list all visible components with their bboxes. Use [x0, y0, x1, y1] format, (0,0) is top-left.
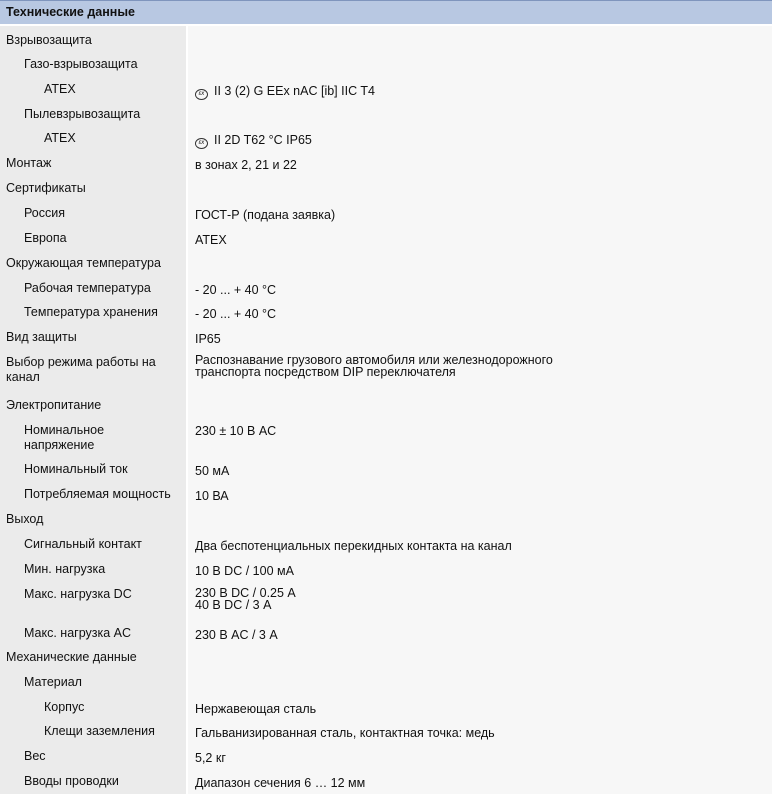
row-label: Механические данные [6, 650, 137, 664]
row-value-text: II 2D T62 °C IP65 [214, 133, 312, 147]
row-label: Корпус [44, 700, 85, 714]
row-value-text: 10 ВА [195, 489, 229, 503]
row-value [195, 134, 765, 149]
row-value [195, 209, 765, 221]
ex-icon: εx [195, 89, 208, 100]
row-value [195, 490, 765, 502]
row-label: Клещи заземления [44, 724, 155, 738]
row-label: Газо-взрывозащита [24, 57, 138, 71]
row-value-text: IP65 [195, 332, 221, 346]
row-value-text: Нержавеющая сталь [195, 702, 317, 716]
row-label: Выход [6, 512, 44, 526]
row-label: Вес [24, 749, 46, 763]
row-label: Макс. нагрузка AC [24, 626, 132, 640]
row-label: Рабочая температура [24, 281, 151, 295]
row-label: Сигнальный контакт [24, 537, 142, 551]
row-value [195, 540, 765, 552]
row-label: Монтаж [6, 156, 52, 170]
row-value-text: Диапазон сечения 6 … 12 мм [195, 776, 366, 790]
row-value-text: ATEX [195, 233, 227, 247]
row-label: ATEX [44, 131, 76, 145]
row-label: Россия [24, 206, 65, 220]
row-label: Взрывозащита [6, 33, 92, 47]
row-value-text: 230 В DC / 0.25 А 40 В DC / 3 А [195, 586, 296, 612]
row-value [195, 727, 765, 739]
row-label: Мин. нагрузка [24, 562, 106, 576]
row-value-text: Два беспотенциальных перекидных контакта на канал [195, 539, 512, 553]
row-value [195, 565, 765, 577]
row-value [195, 703, 765, 715]
table-title: Технические данные [6, 5, 135, 19]
row-value [195, 752, 765, 764]
row-value [195, 308, 765, 320]
row-value [195, 465, 765, 477]
row-label: Вид защиты [6, 330, 77, 344]
row-value-text: ГОСТ-Р (подана заявка) [195, 208, 336, 222]
row-label: Пылевзрывозащита [24, 107, 141, 121]
row-value [195, 354, 765, 378]
row-value [195, 777, 765, 789]
row-label: Макс. нагрузка DC [24, 587, 132, 601]
row-value [195, 159, 765, 171]
row-label: Вводы проводки [24, 774, 119, 788]
row-value [195, 629, 765, 641]
row-value-text: - 20 ... + 40 °C [195, 283, 277, 297]
ex-icon: εx [195, 138, 208, 149]
row-value [195, 425, 765, 437]
row-value-text: 50 мА [195, 464, 230, 478]
row-label: Потребляемая мощность [24, 487, 171, 501]
row-value [195, 85, 765, 100]
row-value [195, 333, 765, 345]
row-label: Номинальное напряжение [24, 423, 105, 452]
row-value-text: 230 В AC / 3 А [195, 628, 278, 642]
row-value-text: 10 В DC / 100 мА [195, 564, 294, 578]
row-label: Номинальный ток [24, 462, 128, 476]
row-value [195, 234, 765, 246]
row-value-text: Гальванизированная сталь, контактная точка: медь [195, 726, 495, 740]
row-value-text: II 3 (2) G EEx nAC [ib] IIC T4 [214, 84, 375, 98]
row-label: ATEX [44, 82, 76, 96]
row-value-text: - 20 ... + 40 °C [195, 307, 277, 321]
table-header [0, 0, 772, 24]
row-label: Электропитание [6, 398, 102, 412]
row-value-text: в зонах 2, 21 и 22 [195, 158, 297, 172]
row-value-text: Распознавание грузового автомобиля или железнодорожного транспорта посредством DIP переключателя [195, 353, 553, 379]
row-value-text: 5,2 кг [195, 751, 226, 765]
row-label: Выбор режима работы на канал [6, 355, 156, 384]
row-value [195, 284, 765, 296]
row-label: Материал [24, 675, 82, 689]
row-value [195, 587, 765, 611]
row-label: Температура хранения [24, 305, 158, 319]
row-value-text: 230 ± 10 В AC [195, 424, 277, 438]
row-label: Европа [24, 231, 67, 245]
row-label: Окружающая температура [6, 256, 161, 270]
row-label: Сертификаты [6, 181, 86, 195]
